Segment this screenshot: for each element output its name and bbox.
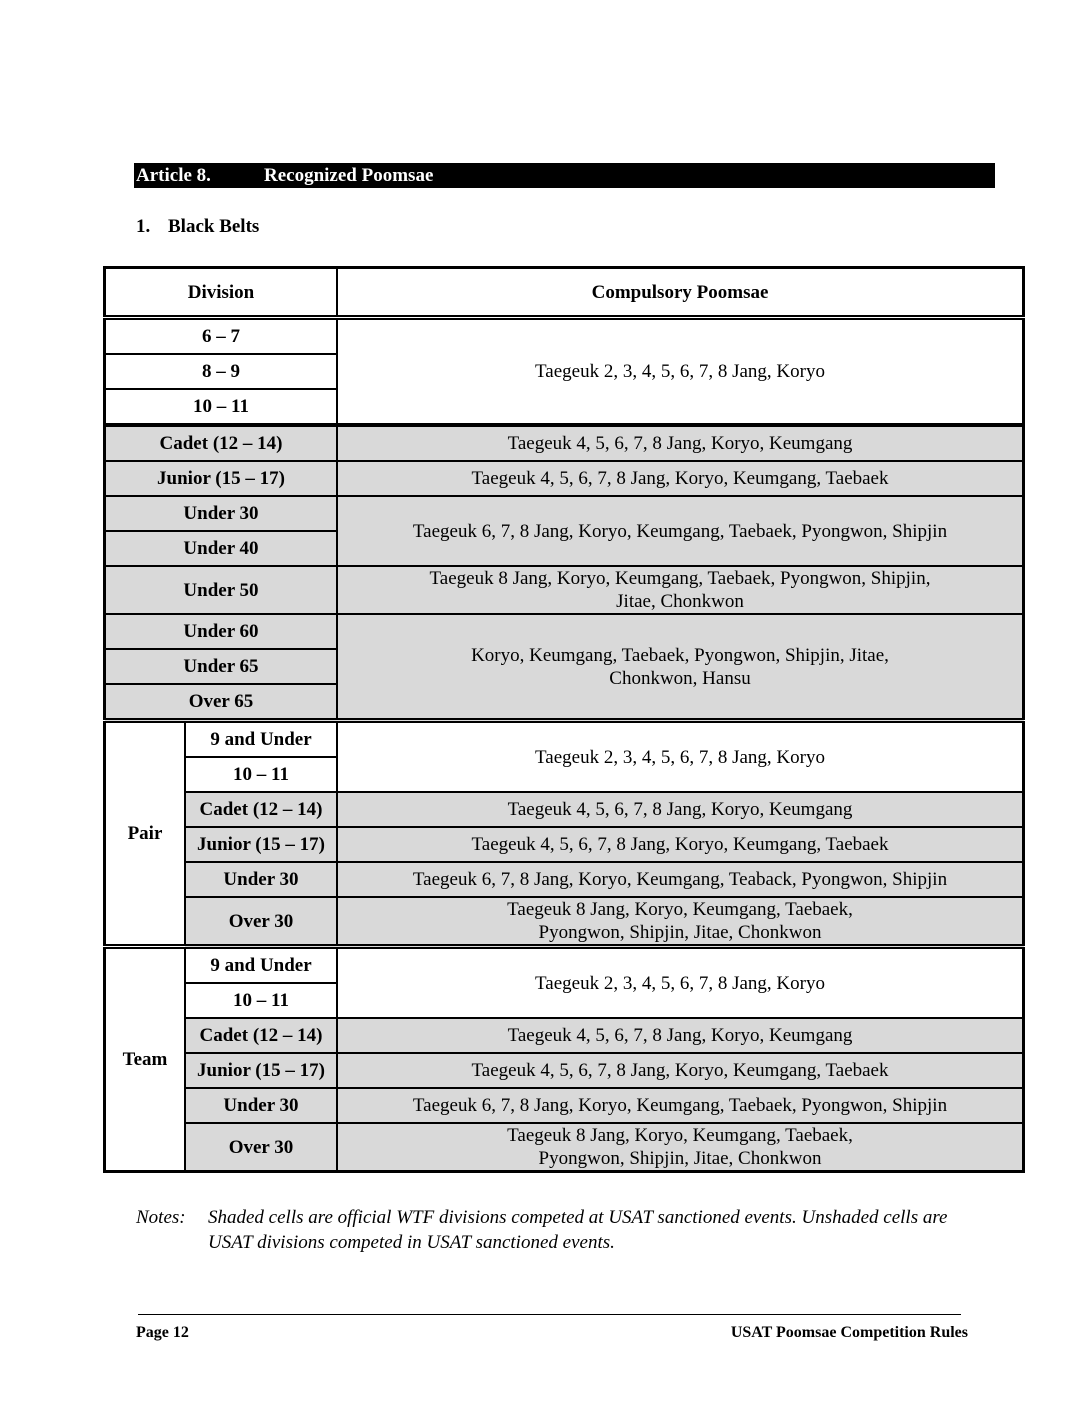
division-cell: Junior (15 – 17): [105, 461, 338, 496]
poomsae-cell: Taegeuk 4, 5, 6, 7, 8 Jang, Koryo, Keumgang: [337, 792, 1024, 827]
notes-text: Shaded cells are official WTF divisions competed at USAT sanctioned events. Unshaded cells are USAT divisions competed in USAT sanctioned events.: [208, 1207, 948, 1253]
section-title: Black Belts: [168, 216, 260, 237]
division-cell: Junior (15 – 17): [185, 827, 337, 862]
table-row: [105, 461, 1024, 496]
division-cell: Under 30: [185, 862, 337, 897]
poomsae-cell: [337, 566, 1024, 614]
poomsae-cell: Taegeuk 6, 7, 8 Jang, Koryo, Keumgang, Taebaek, Pyongwon, Shipjin: [337, 496, 1024, 566]
table-row: [105, 614, 1024, 649]
division-cell: Over 65: [105, 684, 338, 721]
division-cell: Under 60: [105, 614, 338, 649]
poomsae-cell: Taegeuk 4, 5, 6, 7, 8 Jang, Koryo, Keumgang, Taebaek: [337, 1053, 1024, 1088]
header-division: Division: [105, 268, 338, 318]
poomsae-cell: [337, 614, 1024, 721]
poomsae-line: Pyongwon, Shipjin, Jitae, Chonkwon: [538, 922, 822, 943]
division-cell: Cadet (12 – 14): [185, 1018, 337, 1053]
poomsae-line: Taegeuk 8 Jang, Koryo, Keumgang, Taebaek,: [507, 1125, 853, 1146]
poomsae-line: Chonkwon, Hansu: [609, 667, 751, 689]
poomsae-cell: Taegeuk 4, 5, 6, 7, 8 Jang, Koryo, Keumgang: [337, 1018, 1024, 1053]
footer-doc-title: USAT Poomsae Competition Rules: [730, 1324, 968, 1341]
poomsae-line: Koryo, Keumgang, Taebaek, Pyongwon, Shipjin, Jitae,: [471, 644, 889, 666]
article-number: Article 8.: [136, 165, 211, 186]
division-cell: Under 40: [105, 531, 338, 566]
table-row: [105, 1088, 1024, 1123]
poomsae-line: Taegeuk 8 Jang, Koryo, Keumgang, Taebaek, Pyongwon, Shipjin,: [429, 568, 931, 589]
division-cell: Under 50: [105, 566, 338, 614]
table-row: [105, 897, 1024, 947]
notes-label: Notes:: [136, 1207, 186, 1228]
poomsae-line: Pyongwon, Shipjin, Jitae, Chonkwon: [538, 1148, 822, 1169]
division-cell: 10 – 11: [185, 983, 337, 1018]
section-heading: [136, 216, 259, 238]
division-cell: Under 65: [105, 649, 338, 684]
group-label-pair: Pair: [105, 721, 186, 947]
division-cell: 9 and Under: [185, 947, 337, 984]
poomsae-cell: Taegeuk 6, 7, 8 Jang, Koryo, Keumgang, Teaback, Pyongwon, Shipjin: [337, 862, 1024, 897]
poomsae-cell: Taegeuk 4, 5, 6, 7, 8 Jang, Koryo, Keumgang: [337, 425, 1024, 461]
table-row: [105, 827, 1024, 862]
division-cell: Over 30: [185, 1123, 337, 1172]
division-cell: Junior (15 – 17): [185, 1053, 337, 1088]
table-row: [105, 496, 1024, 531]
division-cell: 8 – 9: [105, 354, 338, 389]
division-cell: Cadet (12 – 14): [105, 425, 338, 461]
division-cell: Under 30: [185, 1088, 337, 1123]
article-heading-bar: [134, 163, 995, 188]
poomsae-table: [103, 266, 1025, 1173]
footer-divider: [138, 1314, 961, 1315]
table-row: [105, 1123, 1024, 1172]
division-cell: Over 30: [185, 897, 337, 947]
poomsae-cell: Taegeuk 6, 7, 8 Jang, Koryo, Keumgang, Taebaek, Pyongwon, Shipjin: [337, 1088, 1024, 1123]
table-row: [105, 318, 1024, 355]
poomsae-cell: [337, 1123, 1024, 1172]
poomsae-cell: Taegeuk 2, 3, 4, 5, 6, 7, 8 Jang, Koryo: [337, 721, 1024, 793]
division-cell: 10 – 11: [185, 757, 337, 792]
poomsae-cell: Taegeuk 2, 3, 4, 5, 6, 7, 8 Jang, Koryo: [337, 318, 1024, 426]
table-row: [105, 721, 1024, 758]
table-row: [105, 862, 1024, 897]
division-cell: Under 30: [105, 496, 338, 531]
notes: [136, 1205, 976, 1255]
section-index: 1.: [136, 216, 151, 237]
table-row: [105, 566, 1024, 614]
table-header-row: [105, 268, 1024, 318]
table-row: [105, 425, 1024, 461]
division-cell: 9 and Under: [185, 721, 337, 758]
table-row: [105, 792, 1024, 827]
poomsae-line: Taegeuk 8 Jang, Koryo, Keumgang, Taebaek,: [507, 899, 853, 920]
division-cell: 6 – 7: [105, 318, 338, 355]
division-cell: Cadet (12 – 14): [185, 792, 337, 827]
table-row: [105, 947, 1024, 984]
poomsae-cell: Taegeuk 4, 5, 6, 7, 8 Jang, Koryo, Keumgang, Taebaek: [337, 827, 1024, 862]
header-poomsae: Compulsory Poomsae: [337, 268, 1024, 318]
poomsae-line: Jitae, Chonkwon: [616, 591, 744, 612]
division-cell: 10 – 11: [105, 389, 338, 425]
article-title: Recognized Poomsae: [264, 165, 434, 186]
footer-page-number: Page 12: [136, 1324, 189, 1341]
poomsae-cell: [337, 897, 1024, 947]
table-row: [105, 1053, 1024, 1088]
group-label-team: Team: [105, 947, 186, 1172]
poomsae-cell: Taegeuk 2, 3, 4, 5, 6, 7, 8 Jang, Koryo: [337, 947, 1024, 1019]
poomsae-cell: Taegeuk 4, 5, 6, 7, 8 Jang, Koryo, Keumgang, Taebaek: [337, 461, 1024, 496]
table-row: [105, 1018, 1024, 1053]
